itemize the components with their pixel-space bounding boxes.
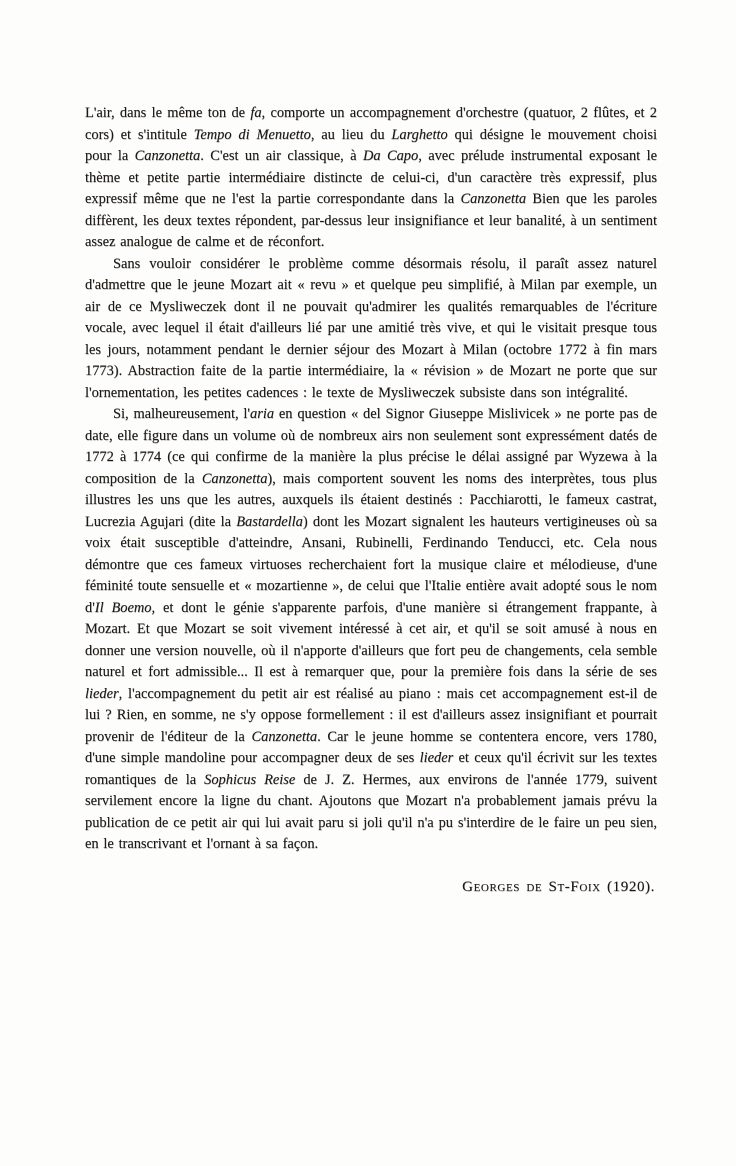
italic-text: Larghetto <box>391 126 448 143</box>
italic-text: aria <box>250 406 275 422</box>
italic-text: Canzonetta <box>134 148 201 164</box>
italic-text: Canzonetta <box>251 728 318 745</box>
body-text: Sans vouloir considérer le problème comme désormais résolu, il paraît assez naturel d'admettre que le jeune Mozart ait « revu » et quelque peu simplifié, à Milan par exemple, un air de ce Mysliweczek dont il ne pouvait qu'admirer les qualités remarquables de l'écriture vocale, avec lequel il était d'ailleurs lié par une amitié très vive, et qui le visitait presque tous les jours, notamment pendant le dernier séjour des Mozart à Milan (octobre 1772 à fin mars 1773). Abstraction faite de la partie intermédiaire, la « révision » de Mozart ne porte que sur l'ornementation, les petites cadences : le texte de Mysliweczek subsiste dans son intégralité. <box>85 255 657 401</box>
italic-text: lieder <box>85 685 119 702</box>
body-text: . C'est un air classique, à <box>200 148 363 164</box>
italic-text: fa <box>250 105 262 121</box>
paragraph <box>85 103 657 254</box>
paragraph <box>85 254 657 405</box>
body-text: en question « del Signor Giuseppe Mislivicek » ne porte pas de date, elle figure dans un volume où de nombreux airs non seulement sont expressément datés de 1772 à 1774 (ce qui confirme de la manière la plus précise le délai assigné par Wyzewa à la composition de la <box>85 406 657 487</box>
body-text: de J. Z. Hermes, aux environs de l'année 1779, suivent servilement encore la ligne du chant. Ajoutons que Mozart n'a probablement jamais prévu la publication de ce petit air qui lui avait paru si joli qu'il n'a pu s'interdire de le faire un peu sien, en le transcrivant et l'ornant à sa façon. <box>85 771 657 852</box>
body-text: , comporte un accompagnement d'orchestre (quatuor, 2 flûtes, et 2 cors) et s'intitule <box>85 105 657 143</box>
italic-text: Il Boemo <box>94 599 152 616</box>
body-text: L'air, dans le même ton de <box>85 105 251 121</box>
italic-text: Tempo di Menuetto <box>193 126 311 143</box>
italic-text: Sophicus Reise <box>204 771 296 788</box>
italic-text: Canzonetta <box>201 470 268 487</box>
body-text: , l'accompagnement du petit air est réalisé au piano : mais cet accompagnement est-il de lui ? Rien, en somme, ne s'y oppose formellement : il est d'ailleurs assez insignifiant et pourrait provenir de l'éditeur de la <box>85 685 657 745</box>
body-text: , au lieu du <box>310 126 392 143</box>
body-text: , et dont le génie s'apparente parfois, d'une manière si étrangement frappante, à Mozart. Et que Mozart se soit vivement intéressé à cet air, et qu'il se soit amusé à nous en donner une version nouvelle, où il n'apporte d'ailleurs que fort peu de changements, cela semble naturel et fort admissible... Il est à remarquer que, pour la première fois dans la série de ses <box>85 599 657 680</box>
body-text: ), mais comportent souvent les noms des interprètes, tous plus illustres les uns que les autres, auxquels ils étaient destinés : Pacchiarotti, le fameux castrat, Lucrezia Agujari (dite la <box>85 470 658 530</box>
italic-text: Bastardella <box>236 513 303 530</box>
italic-text: Da Capo <box>362 148 419 164</box>
body-text: et ceux qu'il écrivit sur les textes romantiques de la <box>85 750 657 788</box>
body-text: Si, malheureusement, l' <box>113 406 251 422</box>
body-text: qui désigne le mouvement choisi pour la <box>85 126 657 164</box>
italic-text: lieder <box>419 750 454 766</box>
author-signature: Georges de St-Foix (1920). <box>462 878 655 895</box>
body-text: ) dont les Mozart signalent les hauteurs vertigineuses où sa voix était susceptible d'atteindre, Ansani, Rubinelli, Ferdinando Tenducci, etc. Cela nous démontre que ces fameux virtuoses recherchaient fort la musique claire et mélodieuse, d'une féminité toute sensuelle et « mozartienne », de celui que l'Italie entière avait adopté sous le nom d' <box>85 513 657 616</box>
body-text: . Car le jeune homme se contentera encore, vers 1780, d'une simple mandoline pour accompagner deux de ses <box>85 728 657 766</box>
text-block <box>85 103 657 898</box>
italic-text: Canzonetta <box>460 191 527 207</box>
body-text: , avec prélude instrumental exposant le thème et petite partie intermédiaire distincte de celui-ci, d'un caractère très expressif, plus expressif même que ne l'est la partie correspondante dans la <box>85 148 657 207</box>
body-text: Bien que les paroles diffèrent, les deux textes répondent, par-dessus leur insignifiance et leur banalité, à un sentiment assez analogue de calme et de réconfort. <box>85 191 657 250</box>
paragraph <box>85 404 657 856</box>
